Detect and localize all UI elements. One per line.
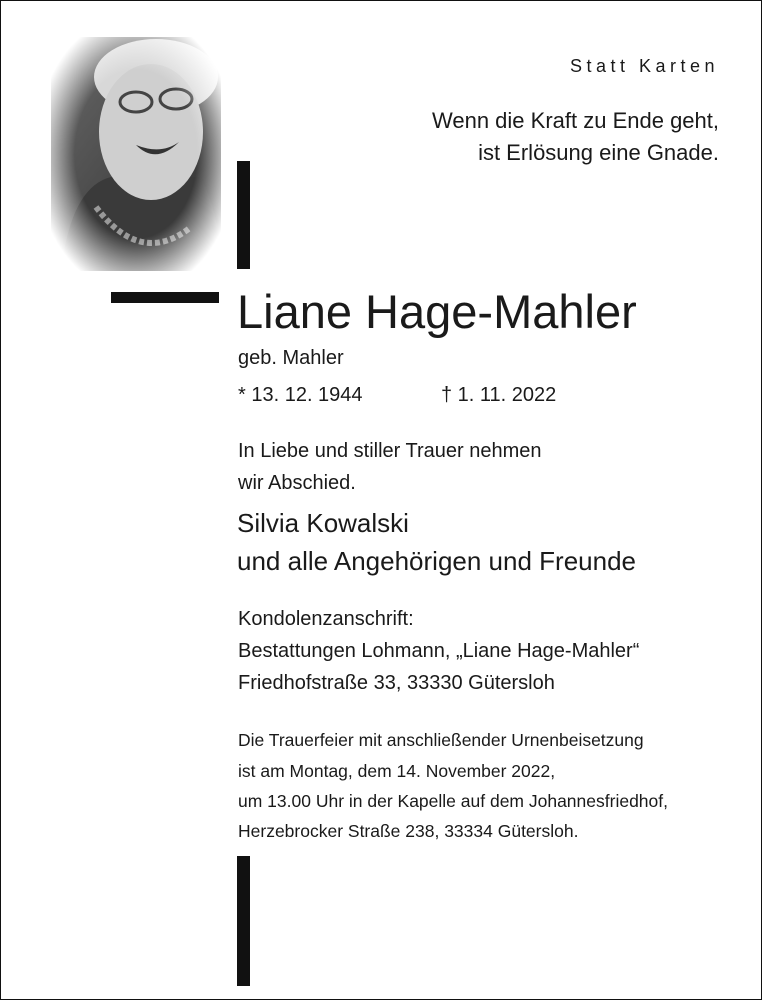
quote-line-2: ist Erlösung eine Gnade. bbox=[478, 140, 719, 165]
birth-date: * 13. 12. 1944 bbox=[238, 384, 363, 406]
decorative-bar-top bbox=[237, 161, 250, 269]
farewell-line-1: In Liebe und stiller Trauer nehmen bbox=[238, 440, 542, 462]
condolence-line-1: Bestattungen Lohmann, „Liane Hage-Mahler“ bbox=[238, 640, 640, 662]
ceremony-line-4: Herzebrocker Straße 238, 33334 Gütersloh. bbox=[238, 821, 579, 841]
mourner-name: Silvia Kowalski bbox=[237, 508, 409, 538]
ceremony-line-3: um 13.00 Uhr in der Kapelle auf dem Johannesfriedhof, bbox=[238, 791, 668, 811]
condolence-line-2: Friedhofstraße 33, 33330 Gütersloh bbox=[238, 672, 555, 694]
birth-name: geb. Mahler bbox=[238, 347, 344, 369]
condolence-label: Kondolenzanschrift: bbox=[238, 608, 414, 630]
ceremony-line-1: Die Trauerfeier mit anschließender Urnenbeisetzung bbox=[238, 730, 644, 750]
farewell-line-2: wir Abschied. bbox=[238, 472, 356, 494]
mourner-relatives: und alle Angehörigen und Freunde bbox=[237, 546, 636, 576]
statt-karten: Statt Karten bbox=[569, 56, 719, 76]
portrait-photo bbox=[51, 37, 221, 271]
decorative-bar-bottom bbox=[237, 856, 250, 986]
quote-line-1: Wenn die Kraft zu Ende geht, bbox=[432, 108, 719, 133]
death-date: † 1. 11. 2022 bbox=[441, 384, 557, 406]
ceremony-line-2: ist am Montag, dem 14. November 2022, bbox=[238, 761, 556, 781]
deceased-name: Liane Hage-Mahler bbox=[237, 285, 637, 338]
decorative-bar-horizontal bbox=[111, 292, 219, 303]
